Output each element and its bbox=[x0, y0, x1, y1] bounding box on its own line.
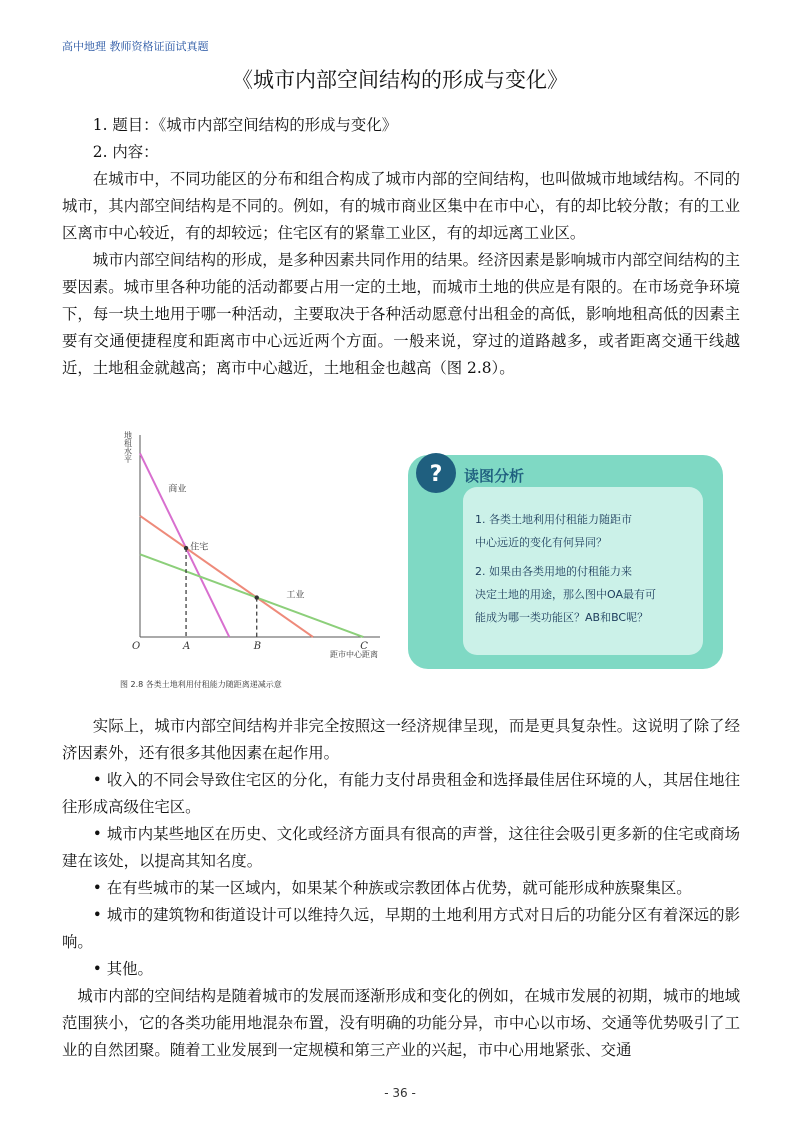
bullet-ethnic: • 在有些城市的某一区域内，如果某个种族或宗教团体占优势，就可能形成种族聚集区。 bbox=[92, 879, 692, 897]
intersection-point-b bbox=[255, 595, 259, 599]
intersection-point-a bbox=[184, 546, 188, 550]
question-2-line-1: 2. 如果由各类用地的付租能力来 bbox=[475, 565, 632, 578]
figure-svg bbox=[118, 415, 728, 700]
figure-caption: 图 2.8 各类土地利用付租能力随距离递减示意 bbox=[120, 680, 282, 689]
point-label-b: B bbox=[253, 641, 262, 652]
bullet-other: • 其他。 bbox=[92, 960, 153, 978]
analysis-panel bbox=[408, 453, 723, 669]
page-title: 《城市内部空间结构的形成与变化》 bbox=[232, 68, 568, 92]
svg-text:?: ? bbox=[429, 462, 443, 487]
question-2-line-3: 能成为哪一类功能区？AB和BC呢？ bbox=[475, 611, 649, 624]
question-2-line-2: 决定土地的用途，那么图中OA最有可 bbox=[475, 588, 656, 601]
series-residential-label: 住宅 bbox=[190, 542, 209, 553]
paragraph-2: 城市内部空间结构的形成，是多种因素共同作用的结果。经济因素是影响城市内部空间结构的主要因素。城市里各种功能的活动都要占用一定的土地，而城市土地的供应是有限的。在市场竞争环境下，每一块土地用于哪一种活动，主要取决于各种活动愿意付出租金的高低，影响地租高低的因素主要有交通便捷程度和距离市中心远近两个方面。一般来说，穿过的道路越多，或者距离交通干线越近，土地租金就越高；离市中心越近，土地租金也越高（图 2.8）。 bbox=[62, 251, 740, 377]
bullet-income: • 收入的不同会导致住宅区的分化，有能力支付昂贵租金和选择最佳居住环境的人，其居住地往往形成高级住宅区。 bbox=[62, 771, 740, 816]
point-label-a: A bbox=[183, 641, 191, 652]
bullet-reputation: • 城市内某些地区在历史、文化或经济方面具有很高的声誉，这往往会吸引更多新的住宅或商场建在该处，以提高其知名度。 bbox=[62, 825, 740, 870]
intro-section bbox=[62, 112, 740, 382]
figure-2-8 bbox=[118, 415, 728, 700]
point-label-c: C bbox=[360, 641, 368, 652]
topic-line: 1. 题目：《城市内部空间结构的形成与变化》 bbox=[92, 116, 398, 134]
y-axis-label: 地租水平 bbox=[123, 431, 133, 463]
page-number: - 36 - bbox=[384, 1086, 416, 1100]
panel-heading: 读图分析 bbox=[464, 467, 525, 485]
paragraph-3: 实际上，城市内部空间结构并非完全按照这一经济规律呈现，而是更具复杂性。这说明了除了经济因素外，还有很多其他因素在起作用。 bbox=[62, 717, 740, 762]
paragraph-1: 在城市中，不同功能区的分布和组合构成了城市内部的空间结构，也叫做城市地域结构。不同的城市，其内部空间结构是不同的。例如，有的城市商业区集中在市中心，有的却比较分散；有的工业区离市中心较近，有的却较远；住宅区有的紧靠工业区，有的却远离工业区。 bbox=[62, 170, 740, 242]
x-axis-label: 距市中心距离 bbox=[330, 650, 378, 659]
discussion-section bbox=[62, 713, 740, 1064]
running-header: 高中地理 教师资格证面试真题 bbox=[62, 40, 209, 53]
question-1-line-1: 1. 各类土地利用付租能力随距市 bbox=[475, 513, 632, 526]
point-label-o: O bbox=[132, 641, 141, 652]
bullet-buildings: • 城市的建筑物和街道设计可以维持久远，早期的土地利用方式对日后的功能分区有着深远的影响。 bbox=[62, 906, 740, 951]
series-commerce-label: 商业 bbox=[168, 484, 187, 495]
question-1-line-2: 中心远近的变化有何异同？ bbox=[475, 536, 607, 549]
content-label: 2. 内容： bbox=[92, 143, 159, 161]
paragraph-4: 城市内部的空间结构是随着城市的发展而逐渐形成和变化的例如，在城市发展的初期，城市的地域范围狭小，它的各类功能用地混杂布置，没有明确的功能分异，市中心以市场、交通等优势吸引了工业的自然团聚。随着工业发展到一定规模和第三产业的兴起，市中心用地紧张、交通 bbox=[62, 987, 740, 1059]
series-industry-label: 工业 bbox=[286, 590, 305, 601]
